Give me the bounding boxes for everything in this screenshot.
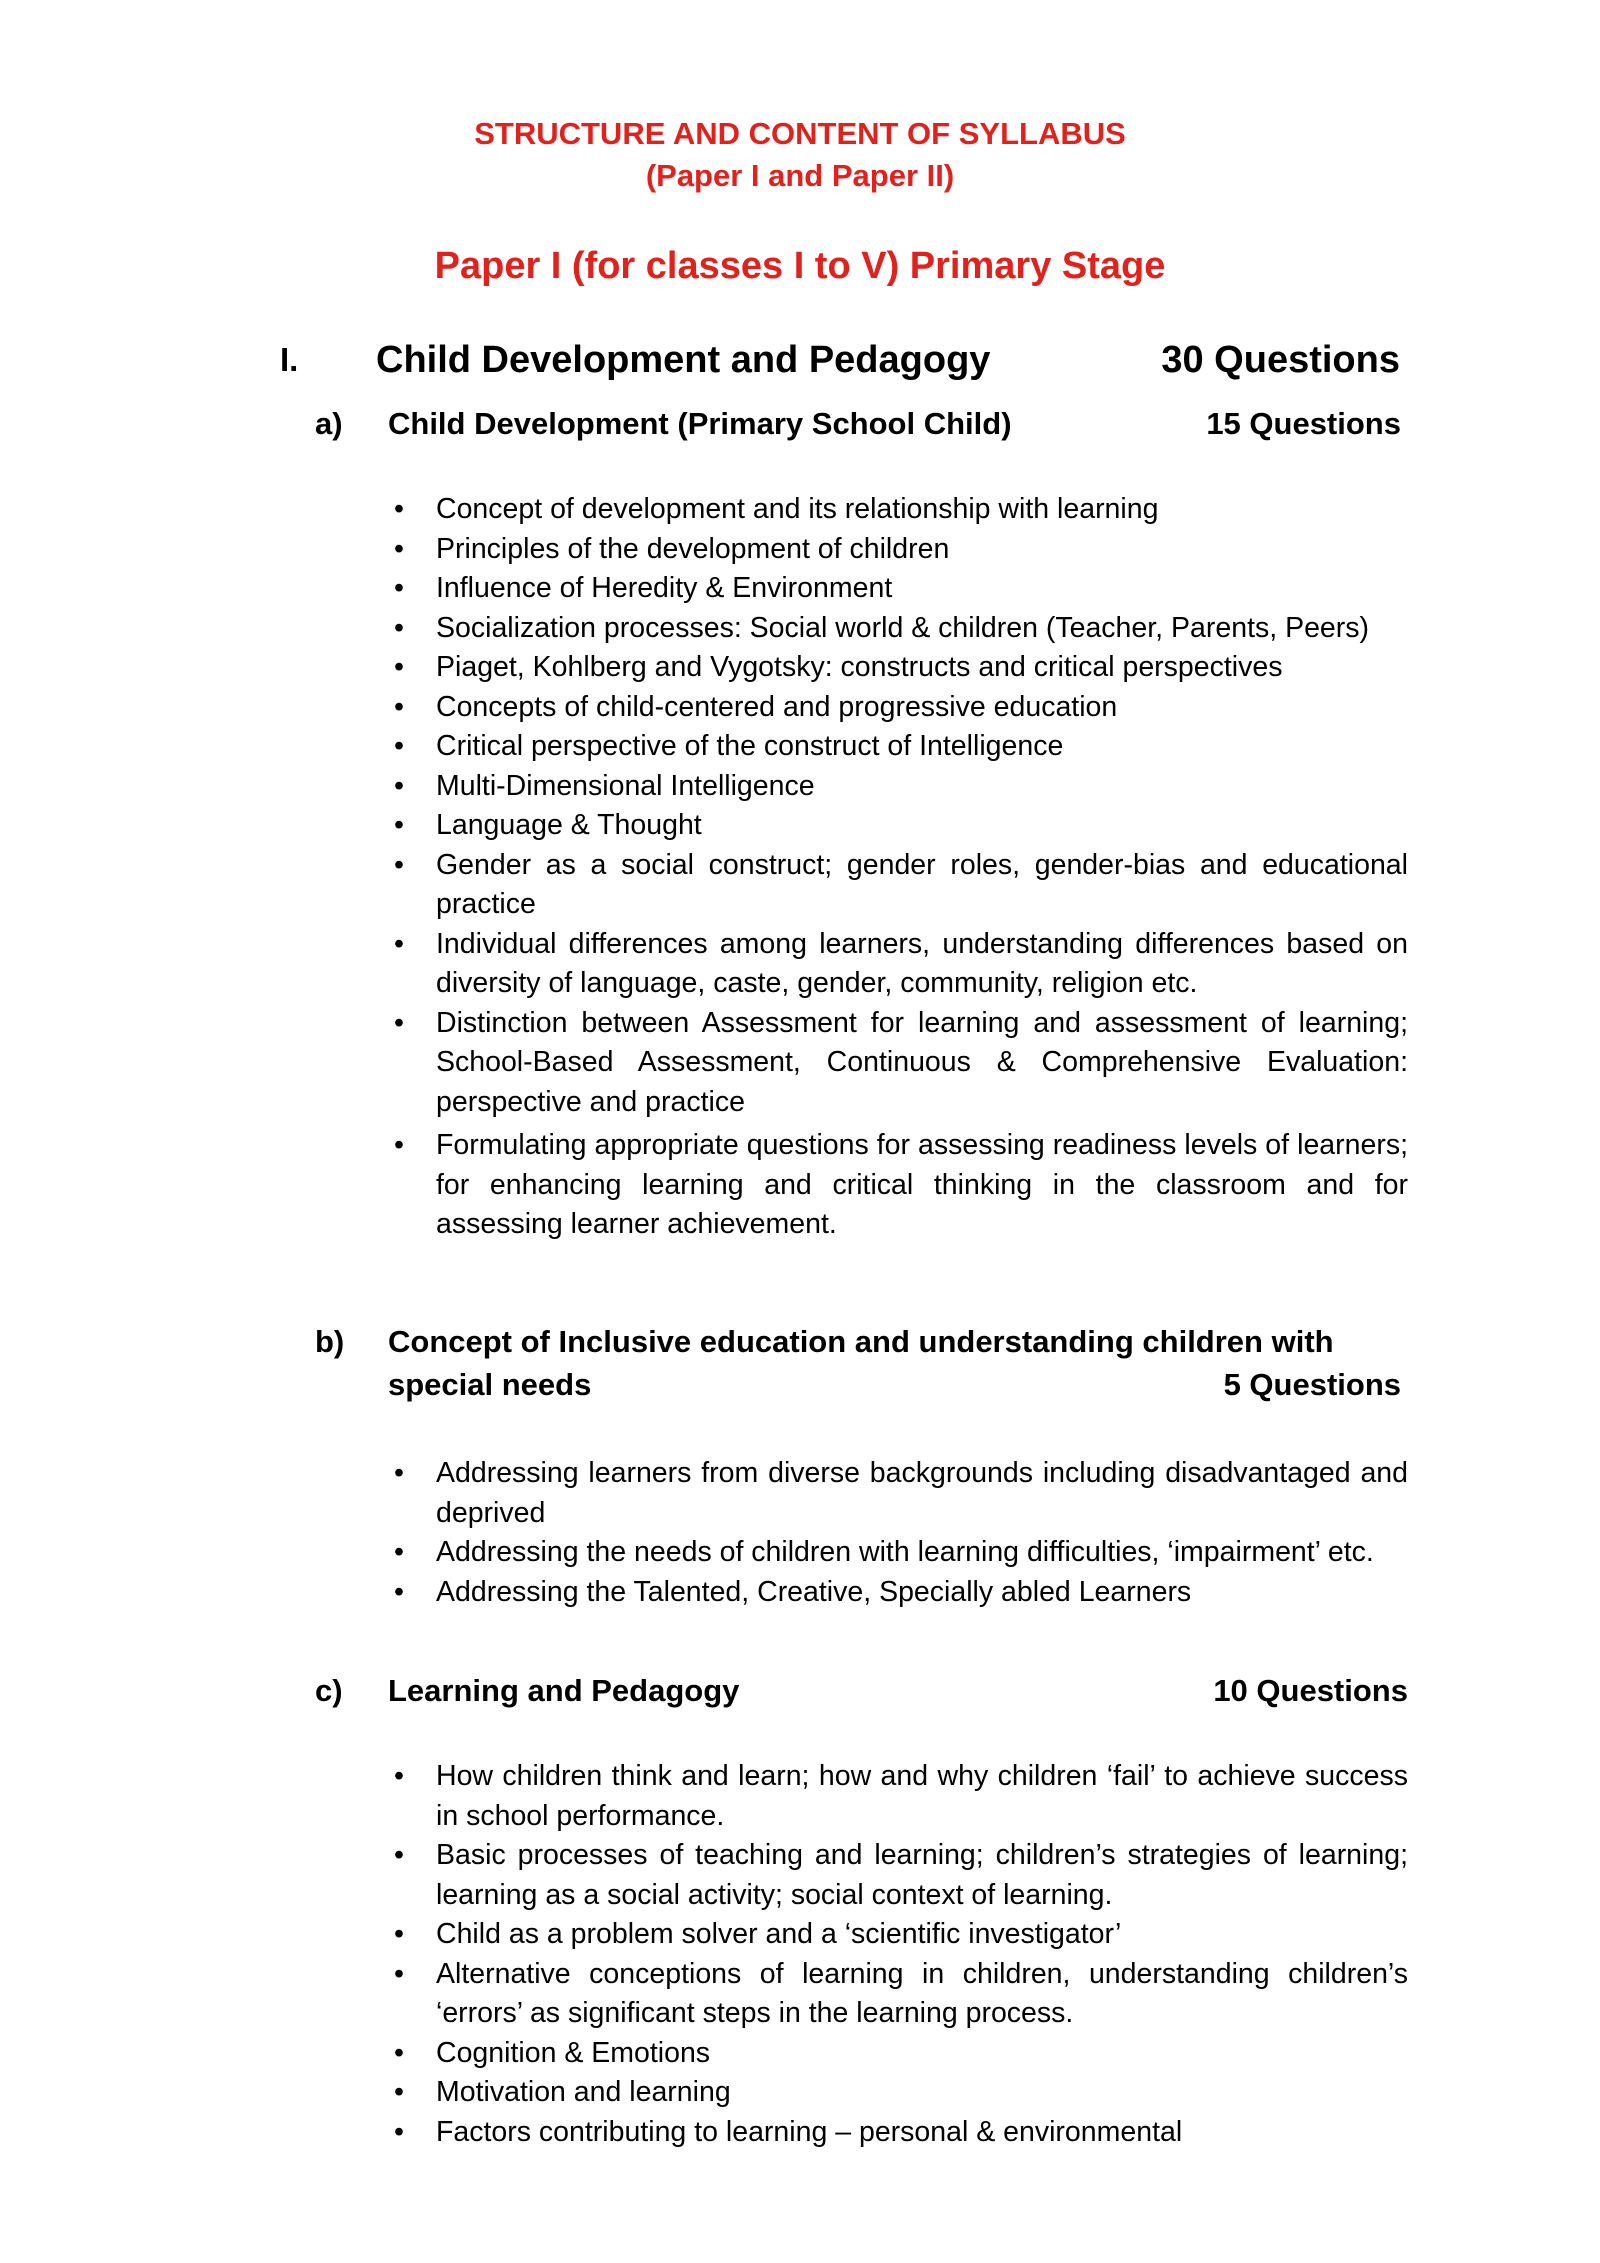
list-item: • Cognition & Emotions bbox=[388, 2034, 1408, 2074]
bullet-icon: • bbox=[394, 532, 404, 565]
list-item: • Piaget, Kohlberg and Vygotsky: constructs and critical perspectives bbox=[388, 648, 1408, 688]
subsection-c-list bbox=[388, 1757, 1408, 2152]
bullet-icon: • bbox=[394, 809, 404, 841]
subsection-question-count: 15 Questions bbox=[1206, 406, 1401, 441]
subsection-title: Learning and Pedagogy bbox=[388, 1673, 740, 1708]
list-item: • Gender as a social construct; gender roles, gender-bias and educational practice bbox=[388, 846, 1408, 925]
list-item: • Motivation and learning bbox=[388, 2073, 1408, 2113]
list-item: • Distinction between Assessment for learning and assessment of learning; School-Based Assessment, Continuous & Comprehensive Evaluation: perspective and practice bbox=[388, 1004, 1408, 1123]
list-item: • How children think and learn; how and why children ‘fail’ to achieve success in school performance. bbox=[388, 1757, 1408, 1836]
section-question-count: 30 Questions bbox=[1161, 339, 1400, 381]
list-item: • Child as a problem solver and a ‘scientific investigator’ bbox=[388, 1915, 1408, 1955]
subsection-marker: a) bbox=[315, 406, 343, 441]
bullet-icon: • bbox=[394, 1760, 404, 1792]
bullet-icon: • bbox=[394, 769, 404, 802]
subsection-a-list bbox=[388, 490, 1408, 1245]
list-item: • Factors contributing to learning – personal & environmental bbox=[388, 2113, 1408, 2153]
section-heading bbox=[280, 335, 1400, 385]
list-item: • Individual differences among learners, understanding differences based on diversity of language, caste, gender, community, religion etc. bbox=[388, 925, 1408, 1004]
bullet-icon: • bbox=[394, 2115, 404, 2148]
list-item: • Language & Thought bbox=[388, 806, 1408, 846]
subsection-c-heading bbox=[315, 1670, 1408, 1712]
bullet-icon: • bbox=[394, 1575, 404, 1608]
bullet-icon: • bbox=[394, 1129, 404, 1161]
list-item: • Socialization processes: Social world & children (Teacher, Parents, Peers) bbox=[388, 609, 1408, 649]
list-item: • Addressing the needs of children with learning difficulties, ‘impairment’ etc. bbox=[388, 1533, 1408, 1573]
section-title: Child Development and Pedagogy bbox=[376, 339, 991, 381]
list-item: • Basic processes of teaching and learning; children’s strategies of learning; learning as a social activity; social context of learning. bbox=[388, 1836, 1408, 1915]
bullet-icon: • bbox=[394, 493, 404, 525]
bullet-icon: • bbox=[394, 611, 404, 644]
list-item: • Concept of development and its relationship with learning bbox=[388, 490, 1408, 530]
bullet-icon: • bbox=[394, 2076, 404, 2108]
paper-title: Paper I (for classes I to V) Primary Stage bbox=[434, 245, 1166, 287]
bullet-icon: • bbox=[394, 572, 404, 604]
section-number: I. bbox=[280, 341, 299, 378]
list-item: • Addressing learners from diverse backgrounds including disadvantaged and deprived bbox=[388, 1454, 1408, 1533]
subsection-b-list bbox=[388, 1454, 1408, 1612]
subsection-title: Child Development (Primary School Child) bbox=[388, 406, 1012, 441]
subsection-title-line2: special needs bbox=[388, 1367, 592, 1402]
subsection-b-heading bbox=[315, 1320, 1407, 1406]
bullet-icon: • bbox=[394, 1536, 404, 1568]
bullet-icon: • bbox=[394, 848, 404, 881]
bullet-icon: • bbox=[394, 2036, 404, 2069]
bullet-icon: • bbox=[394, 1957, 404, 1990]
bullet-icon: • bbox=[394, 651, 404, 683]
list-item: • Formulating appropriate questions for assessing readiness levels of learners; for enhancing learning and critical thinking in the classroom and for assessing learner achievement. bbox=[388, 1126, 1408, 1245]
list-item: • Concepts of child-centered and progressive education bbox=[388, 688, 1408, 728]
subsection-marker: b) bbox=[315, 1324, 345, 1359]
bullet-icon: • bbox=[394, 730, 404, 762]
subsection-title-line1: Concept of Inclusive education and understanding children with bbox=[388, 1324, 1334, 1359]
bullet-icon: • bbox=[394, 690, 404, 723]
subsection-question-count: 10 Questions bbox=[1213, 1673, 1408, 1708]
syllabus-title: STRUCTURE AND CONTENT OF SYLLABUS bbox=[474, 116, 1126, 151]
bullet-icon: • bbox=[394, 1457, 404, 1489]
bullet-icon: • bbox=[394, 1006, 404, 1039]
subsection-question-count: 5 Questions bbox=[1223, 1367, 1401, 1402]
list-item: • Multi-Dimensional Intelligence bbox=[388, 767, 1408, 807]
subsection-marker: c) bbox=[315, 1673, 343, 1708]
bullet-icon: • bbox=[394, 1918, 404, 1950]
subsection-a-heading bbox=[315, 403, 1405, 445]
list-item: • Addressing the Talented, Creative, Specially abled Learners bbox=[388, 1573, 1408, 1613]
list-item: • Principles of the development of children bbox=[388, 530, 1408, 570]
syllabus-subtitle: (Paper I and Paper II) bbox=[645, 158, 955, 193]
list-item: • Critical perspective of the construct of Intelligence bbox=[388, 727, 1408, 767]
bullet-icon: • bbox=[394, 1839, 404, 1871]
list-item: • Influence of Heredity & Environment bbox=[388, 569, 1408, 609]
list-item: • Alternative conceptions of learning in children, understanding children’s ‘errors’ as significant steps in the learning process. bbox=[388, 1955, 1408, 2034]
bullet-icon: • bbox=[394, 927, 404, 960]
